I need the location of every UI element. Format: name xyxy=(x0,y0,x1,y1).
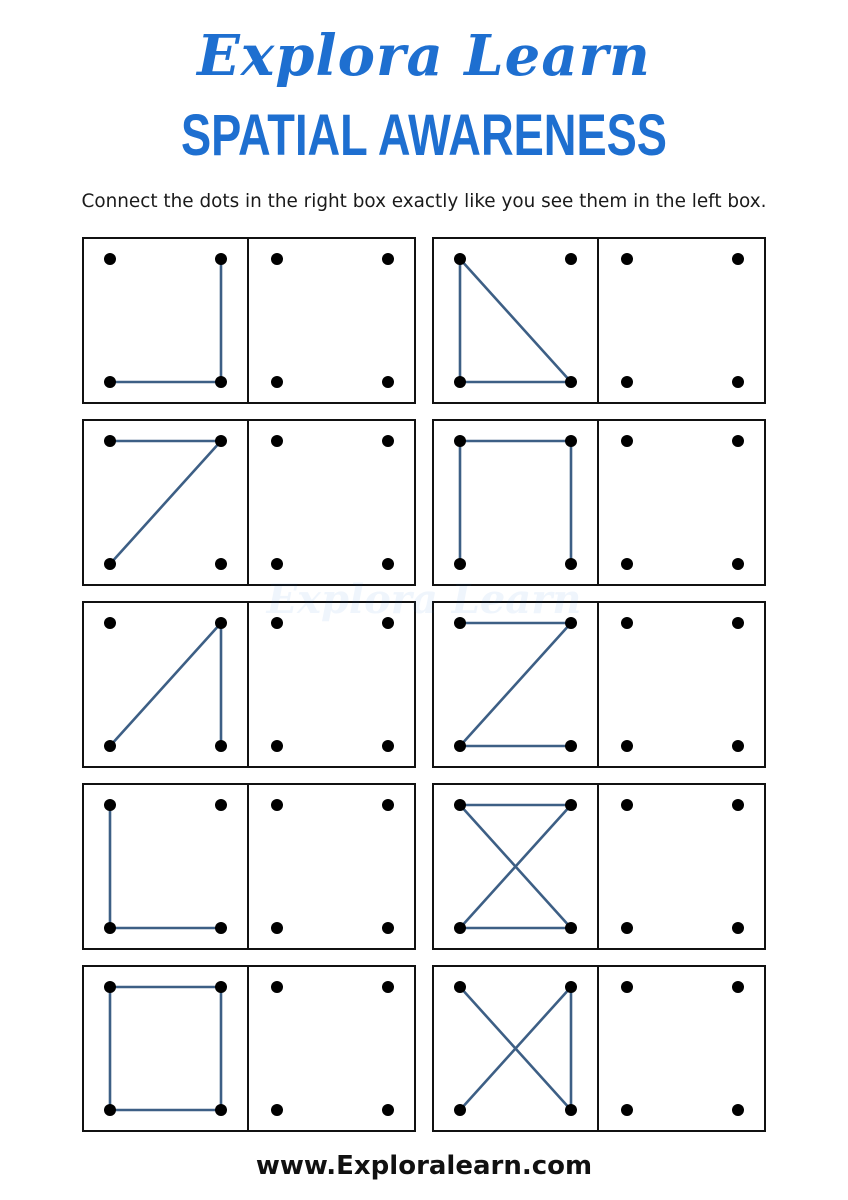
dot-tr xyxy=(565,435,577,447)
dot-bl xyxy=(104,376,116,388)
dot-br xyxy=(382,376,394,388)
dot-tl xyxy=(271,253,283,265)
dot-tl xyxy=(104,981,116,993)
dot-tl xyxy=(621,253,633,265)
dot-bl xyxy=(104,922,116,934)
dot-bl xyxy=(271,376,283,388)
puzzle-pair xyxy=(432,965,766,1132)
dot-tr xyxy=(382,981,394,993)
connecting-line xyxy=(110,623,221,746)
dot-tr xyxy=(565,981,577,993)
example-box xyxy=(82,419,249,586)
dot-bl xyxy=(454,922,466,934)
example-box xyxy=(432,601,599,768)
example-pattern xyxy=(434,967,601,1134)
dot-tr xyxy=(382,253,394,265)
answer-box[interactable] xyxy=(249,783,416,950)
answer-box[interactable] xyxy=(599,783,766,950)
dot-br xyxy=(565,376,577,388)
dot-tr xyxy=(382,435,394,447)
dot-tr xyxy=(565,617,577,629)
dot-br xyxy=(382,922,394,934)
connecting-line xyxy=(110,441,221,564)
example-box xyxy=(432,783,599,950)
dot-tl xyxy=(271,981,283,993)
dot-br xyxy=(732,740,744,752)
puzzle-pair xyxy=(432,601,766,768)
dot-br xyxy=(215,922,227,934)
dot-bl xyxy=(454,558,466,570)
answer-box[interactable] xyxy=(249,419,416,586)
dot-bl xyxy=(621,1104,633,1116)
puzzle-pair xyxy=(432,419,766,586)
answer-dots xyxy=(599,239,766,406)
dot-br xyxy=(382,740,394,752)
dot-tl xyxy=(454,981,466,993)
dot-tr xyxy=(565,799,577,811)
puzzle-pair xyxy=(82,237,416,404)
example-pattern xyxy=(84,603,251,770)
dot-bl xyxy=(454,376,466,388)
dot-tl xyxy=(104,435,116,447)
dot-br xyxy=(382,558,394,570)
dot-tl xyxy=(454,435,466,447)
dot-br xyxy=(382,1104,394,1116)
dot-br xyxy=(565,558,577,570)
dot-tl xyxy=(454,253,466,265)
example-box xyxy=(82,965,249,1132)
dot-tl xyxy=(104,799,116,811)
dot-tl xyxy=(621,799,633,811)
dot-br xyxy=(215,1104,227,1116)
connecting-line xyxy=(460,623,571,746)
dot-tl xyxy=(621,981,633,993)
dot-br xyxy=(565,922,577,934)
example-box xyxy=(432,237,599,404)
instructions-text: Connect the dots in the right box exactly like you see them in the left box. xyxy=(81,191,767,212)
answer-dots xyxy=(249,785,416,952)
dot-tl xyxy=(271,435,283,447)
answer-box[interactable] xyxy=(249,965,416,1132)
answer-box[interactable] xyxy=(599,601,766,768)
answer-box[interactable] xyxy=(249,601,416,768)
answer-dots xyxy=(249,603,416,770)
dot-br xyxy=(215,376,227,388)
dot-bl xyxy=(621,922,633,934)
dot-tr xyxy=(215,253,227,265)
puzzle-pair xyxy=(432,237,766,404)
dot-br xyxy=(732,376,744,388)
dot-bl xyxy=(271,1104,283,1116)
dot-bl xyxy=(104,740,116,752)
dot-bl xyxy=(271,922,283,934)
answer-dots xyxy=(249,421,416,588)
dot-tr xyxy=(732,253,744,265)
dot-tl xyxy=(271,799,283,811)
dot-bl xyxy=(621,376,633,388)
dot-bl xyxy=(104,1104,116,1116)
dot-tl xyxy=(454,799,466,811)
worksheet-title: SPATIAL AWARENESS xyxy=(181,103,667,168)
dot-br xyxy=(215,740,227,752)
dot-tr xyxy=(215,435,227,447)
dot-br xyxy=(732,558,744,570)
example-pattern xyxy=(84,239,251,406)
dot-bl xyxy=(621,740,633,752)
example-pattern xyxy=(434,239,601,406)
puzzle-pair xyxy=(82,783,416,950)
answer-dots xyxy=(599,967,766,1134)
dot-bl xyxy=(621,558,633,570)
puzzle-pair xyxy=(82,419,416,586)
dot-tr xyxy=(215,617,227,629)
dot-tr xyxy=(382,799,394,811)
example-pattern xyxy=(84,421,251,588)
example-box xyxy=(82,601,249,768)
brand-title: Explora Learn xyxy=(197,23,651,89)
example-box xyxy=(82,237,249,404)
dot-tl xyxy=(621,435,633,447)
example-pattern xyxy=(434,603,601,770)
dot-br xyxy=(732,1104,744,1116)
connecting-line xyxy=(460,259,571,382)
dot-tr xyxy=(215,799,227,811)
dot-bl xyxy=(271,740,283,752)
answer-dots xyxy=(599,785,766,952)
example-pattern xyxy=(434,421,601,588)
dot-bl xyxy=(454,740,466,752)
dot-tr xyxy=(215,981,227,993)
dot-tr xyxy=(732,617,744,629)
puzzle-pair xyxy=(432,783,766,950)
answer-dots xyxy=(249,967,416,1134)
answer-box[interactable] xyxy=(599,237,766,404)
dot-tr xyxy=(382,617,394,629)
footer-url: www.Exploralearn.com xyxy=(255,1151,593,1181)
answer-box[interactable] xyxy=(599,419,766,586)
example-pattern xyxy=(434,785,601,952)
watermark: Explora Learn xyxy=(266,576,582,623)
puzzle-pair xyxy=(82,965,416,1132)
dot-tr xyxy=(732,981,744,993)
dot-tr xyxy=(732,799,744,811)
dot-br xyxy=(565,740,577,752)
example-pattern xyxy=(84,967,251,1134)
example-box xyxy=(432,419,599,586)
answer-dots xyxy=(599,603,766,770)
dot-bl xyxy=(271,558,283,570)
dot-br xyxy=(565,1104,577,1116)
dot-tl xyxy=(271,617,283,629)
answer-box[interactable] xyxy=(599,965,766,1132)
answer-box[interactable] xyxy=(249,237,416,404)
example-box xyxy=(82,783,249,950)
dot-tl xyxy=(104,617,116,629)
answer-dots xyxy=(249,239,416,406)
dot-br xyxy=(732,922,744,934)
answer-dots xyxy=(599,421,766,588)
puzzle-pair xyxy=(82,601,416,768)
dot-br xyxy=(215,558,227,570)
dot-tl xyxy=(104,253,116,265)
example-pattern xyxy=(84,785,251,952)
dot-bl xyxy=(454,1104,466,1116)
dot-tr xyxy=(565,253,577,265)
dot-bl xyxy=(104,558,116,570)
example-box xyxy=(432,965,599,1132)
dot-tl xyxy=(454,617,466,629)
dot-tr xyxy=(732,435,744,447)
dot-tl xyxy=(621,617,633,629)
